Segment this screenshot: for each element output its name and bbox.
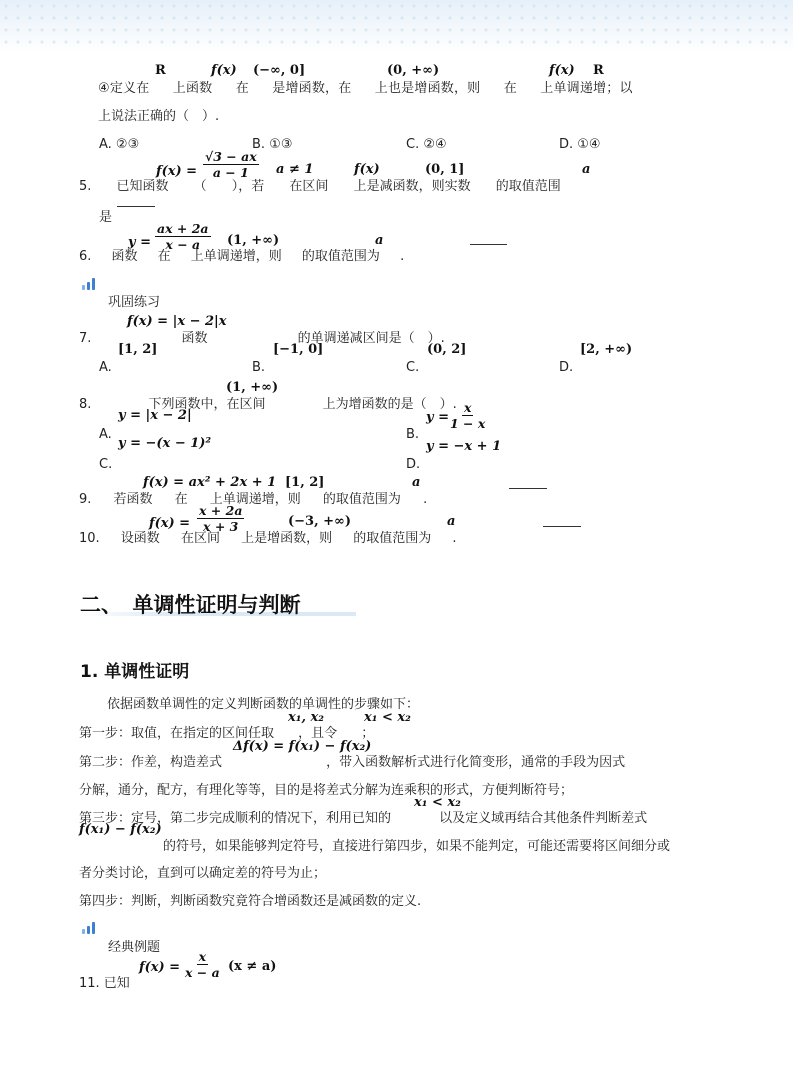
math-interval-q9: [1, 2] bbox=[285, 475, 325, 490]
math-x1-lt-x2: x₁ < x₂ bbox=[364, 710, 411, 725]
math-cond: a ≠ 1 bbox=[276, 162, 314, 177]
q8-option-d[interactable]: D. bbox=[406, 457, 421, 472]
section-title: 二、 单调性证明与判断 bbox=[80, 593, 301, 617]
q7-opt-c-math: (0, 2] bbox=[427, 342, 467, 357]
math-fx-q7: f(x) = |x − 2|x bbox=[127, 314, 227, 329]
q7-opt-d-math: [2, +∞) bbox=[580, 342, 633, 357]
math-a-q10: a bbox=[447, 514, 456, 529]
q7-opt-b-math: [−1, 0] bbox=[273, 342, 324, 357]
q7-option-d[interactable]: D. bbox=[559, 360, 574, 375]
math-interval-q8: (1, +∞) bbox=[226, 380, 279, 395]
math-interval-q10: (−3, +∞) bbox=[288, 514, 352, 529]
q11-fraction: $\frac{x}{x - a}$ bbox=[185, 949, 220, 981]
math-diff: f(x₁) − f(x₂) bbox=[79, 822, 162, 837]
q11-condition: (x ≠ a) bbox=[228, 959, 277, 974]
math-fx-q9: f(x) = ax² + 2x + 1 bbox=[143, 475, 277, 490]
q4-option-d[interactable]: D. ①④ bbox=[559, 137, 601, 152]
q7-text: 7. 函数 的单调递减区间是（ ）. bbox=[79, 331, 445, 346]
q4-option-c[interactable]: C. ②④ bbox=[406, 137, 447, 152]
q8-opt-c-math: y = −(x − 1)² bbox=[118, 436, 212, 451]
q6-text: 6. 函数 在 上单调递增，则 的取值范围为 . bbox=[79, 249, 405, 264]
math-R-2: R bbox=[593, 63, 604, 78]
q5-fraction: $\frac{√3 - ax}{a - 1}$ bbox=[205, 149, 257, 181]
q7-option-a[interactable]: A. bbox=[99, 360, 112, 375]
body-intro: 依据函数单调性的定义判断函数的单调性的步骤如下： bbox=[107, 697, 420, 712]
math-interval-q5: (0, 1] bbox=[425, 162, 465, 177]
q5-frac-label: f(x) = bbox=[156, 164, 198, 179]
q4-option-b[interactable]: B. ①③ bbox=[252, 137, 293, 152]
q8-option-a[interactable]: A. bbox=[99, 427, 112, 442]
q4-option-a[interactable]: A. ②③ bbox=[99, 137, 140, 152]
q7-opt-a-math: [1, 2] bbox=[118, 342, 158, 357]
math-a-q5: a bbox=[582, 162, 591, 177]
body-step2: 第二步：作差，构造差式 ，带入函数解析式进行化简变形，通常的手段为因式 bbox=[79, 755, 626, 770]
q10-frac-label: f(x) = bbox=[149, 516, 191, 531]
q5-text: 5. 已知函数 （ ），若 在区间 上是减函数，则实数 的取值范围 bbox=[79, 179, 561, 194]
math-a-q9: a bbox=[412, 475, 421, 490]
q10-text: 10. 设函数 在区间 上是增函数，则 的取值范围为 . bbox=[79, 531, 457, 546]
q9-answer-blank[interactable] bbox=[509, 488, 547, 489]
q4-text: ④定义在 上函数 在 是增函数，在 上也是增函数，则 在 上单调递增；以 bbox=[98, 81, 633, 96]
q11-frac-label: f(x) = bbox=[139, 960, 181, 975]
q8-opt-d-math: y = −x + 1 bbox=[426, 439, 502, 454]
q10-answer-blank[interactable] bbox=[543, 526, 581, 527]
q8-text: 8. 下列函数中，在区间 上为增函数的是（ ）. bbox=[79, 397, 457, 412]
q8-option-b[interactable]: B. bbox=[406, 427, 420, 442]
q6-frac-label: y = bbox=[128, 235, 151, 250]
q6-answer-blank[interactable] bbox=[470, 244, 507, 245]
math-x1-lt-x2-2: x₁ < x₂ bbox=[414, 795, 461, 810]
math-x1x2: x₁, x₂ bbox=[288, 710, 324, 725]
bar-chart-icon-2 bbox=[82, 922, 96, 934]
q11-text: 11. 已知 bbox=[79, 976, 130, 991]
bar-chart-icon bbox=[82, 278, 96, 290]
example-label: 经典例题 bbox=[108, 940, 161, 955]
body-step1: 第一步：取值，在指定的区间任取 ，且令 ； bbox=[79, 726, 375, 741]
practice-label: 巩固练习 bbox=[108, 295, 161, 310]
q9-text: 9. 若函数 在 上单调递增，则 的取值范围为 . bbox=[79, 492, 428, 507]
q7-option-b[interactable]: B. bbox=[252, 360, 266, 375]
body-step2b: 分解，通分，配方，有理化等等，目的是将差式分解为连乘积的形式，方便判断符号； bbox=[79, 783, 574, 798]
math-fx-q5: f(x) bbox=[354, 162, 380, 177]
math-fx-2: f(x) bbox=[549, 63, 575, 78]
q8-opt-b-fraction: $\frac{x}{1 - x}$ bbox=[450, 400, 486, 432]
math-interval-q6: (1, +∞) bbox=[227, 233, 280, 248]
body-step4: 第四步：判断，判断函数究竟符合增函数还是减函数的定义. bbox=[79, 894, 422, 909]
q8-opt-a-math: y = |x − 2| bbox=[118, 408, 192, 423]
math-interval-1: (−∞, 0] bbox=[253, 63, 306, 78]
body-step3: 第三步：定号，第二步完成顺利的情况下，利用已知的 以及定义域再结合其他条件判断差式 bbox=[79, 811, 648, 826]
q5-answer-blank[interactable] bbox=[117, 206, 155, 207]
body-step3b: 的符号，如果能够判定符号，直接进行第四步，如果不能判定，可能还需要将区间细分或 bbox=[163, 839, 671, 854]
math-interval-2: (0, +∞) bbox=[387, 63, 440, 78]
math-a-q6: a bbox=[375, 233, 384, 248]
q8-opt-b-label: y = bbox=[426, 410, 449, 425]
q5-line2: 是 bbox=[99, 210, 113, 225]
q7-option-c[interactable]: C. bbox=[406, 360, 420, 375]
math-fx: f(x) bbox=[211, 63, 237, 78]
math-delta-f: Δf(x) = f(x₁) − f(x₂) bbox=[233, 739, 372, 754]
body-step3c: 者分类讨论，直到可以确定差的符号为止； bbox=[79, 866, 327, 881]
q4-line2: 上说法正确的（ ）. bbox=[98, 109, 220, 124]
subsection-title: 1. 单调性证明 bbox=[80, 662, 190, 682]
q8-option-c[interactable]: C. bbox=[99, 457, 113, 472]
math-R: R bbox=[155, 63, 166, 78]
q10-fraction: $\frac{x + 2a}{x + 3}$ bbox=[199, 503, 243, 535]
header-dot-pattern bbox=[0, 0, 793, 52]
q6-fraction: $\frac{ax + 2a}{x - a}$ bbox=[157, 221, 209, 253]
